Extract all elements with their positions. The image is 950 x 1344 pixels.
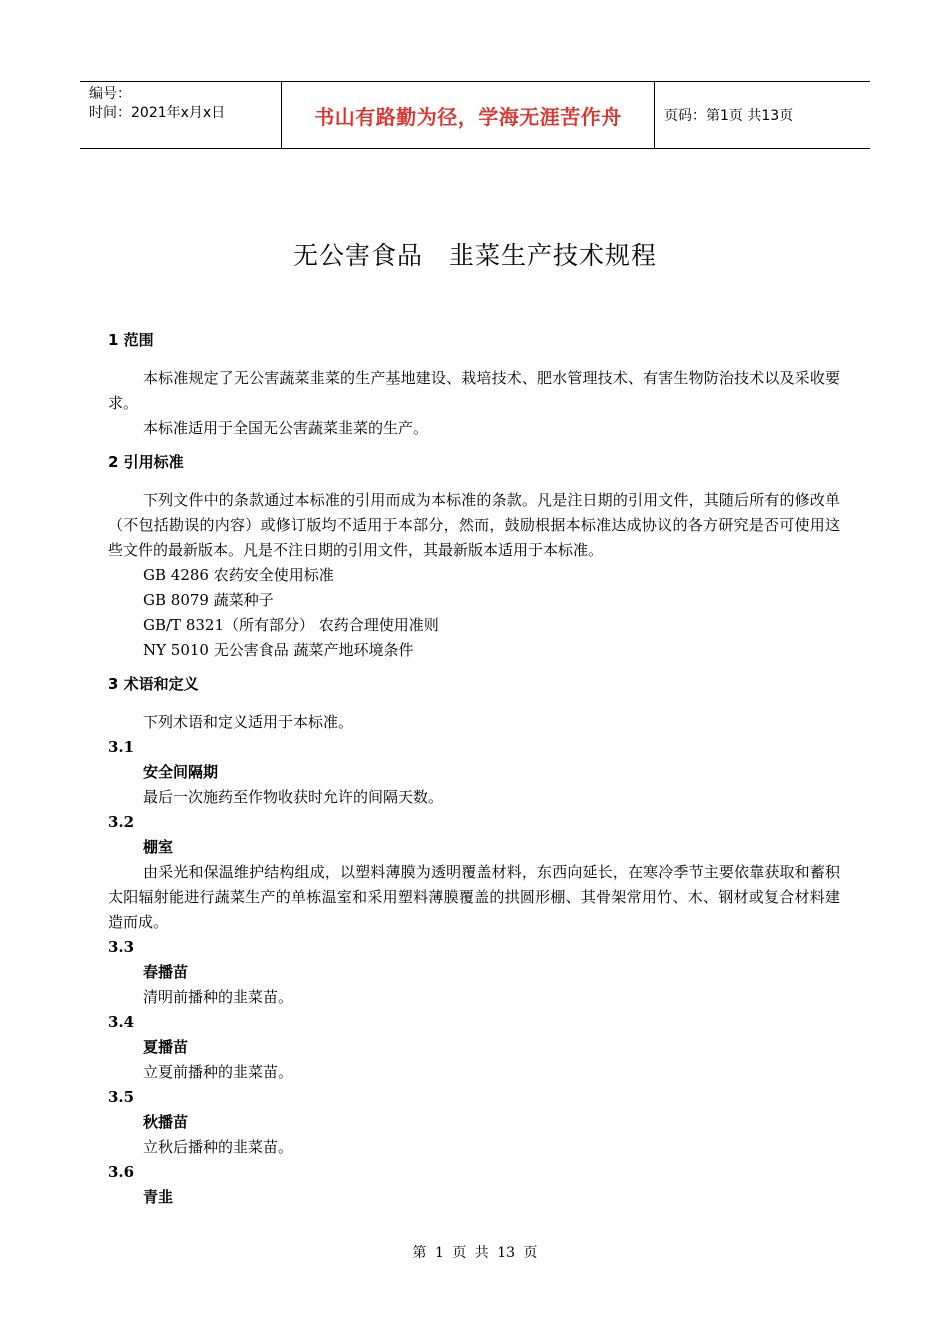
footer-word: 第: [412, 1245, 427, 1261]
title-part-1: 无公害食品: [292, 241, 423, 270]
section-3-intro: 下列术语和定义适用于本标准。: [143, 713, 354, 731]
section-1-heading: 1 范围: [108, 331, 154, 349]
section-2-heading: 2 引用标准: [108, 453, 184, 471]
term-definition: 最后一次施药至作物收获时允许的间隔天数。: [143, 788, 444, 806]
section-3-heading: 3 术语和定义: [108, 675, 199, 693]
term-name: 安全间隔期: [143, 763, 219, 781]
footer-word: 共: [474, 1245, 489, 1261]
term-name: 夏播苗: [143, 1038, 189, 1056]
term-definition: 立夏前播种的韭菜苗。: [143, 1063, 294, 1081]
header-motto: 书山有路勤为径，学海无涯苦作舟: [281, 82, 655, 148]
footer-word: 页: [523, 1245, 538, 1261]
footer-total-pages: 13: [497, 1245, 516, 1261]
header-meta: [80, 82, 281, 148]
term-name: 青韭: [143, 1188, 174, 1206]
document-title: [0, 236, 950, 272]
reference-item: GB 8079 蔬菜种子: [143, 591, 274, 609]
footer-word: 页: [452, 1245, 467, 1261]
term-name: 春播苗: [143, 963, 189, 981]
section-2-paragraph: 下列文件中的条款通过本标准的引用而成为本标准的条款。凡是注日期的引用文件，其随后所有的修改单（不包括勘误的内容）或修订版均不适用于本部分，然而，鼓励根据本标准达成协议的各方研究是否可使用这些文件的最新版本。凡是不注日期的引用文件，其最新版本适用于本标准。: [108, 491, 840, 559]
term-definition: 立秋后播种的韭菜苗。: [143, 1138, 294, 1156]
term-number: 3.2: [108, 813, 135, 831]
reference-item: GB 4286 农药安全使用标准: [143, 566, 334, 584]
term-number: 3.6: [108, 1163, 135, 1181]
page-footer: [0, 1242, 950, 1262]
term-number: 3.5: [108, 1088, 135, 1106]
term-definition: 由采光和保温维护结构组成，以塑料薄膜为透明覆盖材料，东西向延长，在寒冷季节主要依靠获取和蓄积太阳辐射能进行蔬菜生产的单栋温室和采用塑料薄膜覆盖的拱圆形棚、其骨架常用竹、木、钢材或复合材料建造而成。: [108, 863, 840, 931]
term-name: 秋播苗: [143, 1113, 189, 1131]
page-header: [80, 81, 870, 149]
term-name: 棚室: [143, 838, 174, 856]
term-definition: 清明前播种的韭菜苗。: [143, 988, 294, 1006]
doc-time-label: 时间：2021年x月x日: [89, 105, 226, 121]
doc-number-label: 编号：: [89, 86, 131, 102]
header-page-info: 页码：第1页 共13页: [664, 108, 794, 124]
reference-item: GB/T 8321（所有部分） 农药合理使用准则: [143, 616, 439, 634]
section-1-paragraph: 本标准规定了无公害蔬菜韭菜的生产基地建设、栽培技术、肥水管理技术、有害生物防治技术以及采收要求。: [108, 369, 840, 412]
title-part-2: 韭菜生产技术规程: [449, 241, 658, 270]
footer-page-number: 1: [434, 1245, 444, 1261]
term-number: 3.3: [108, 938, 135, 956]
term-number: 3.1: [108, 738, 135, 756]
reference-item: NY 5010 无公害食品 蔬菜产地环境条件: [143, 641, 414, 659]
term-number: 3.4: [108, 1013, 135, 1031]
section-1-paragraph: 本标准适用于全国无公害蔬菜韭菜的生产。: [143, 419, 429, 437]
document-body: [108, 328, 840, 1210]
